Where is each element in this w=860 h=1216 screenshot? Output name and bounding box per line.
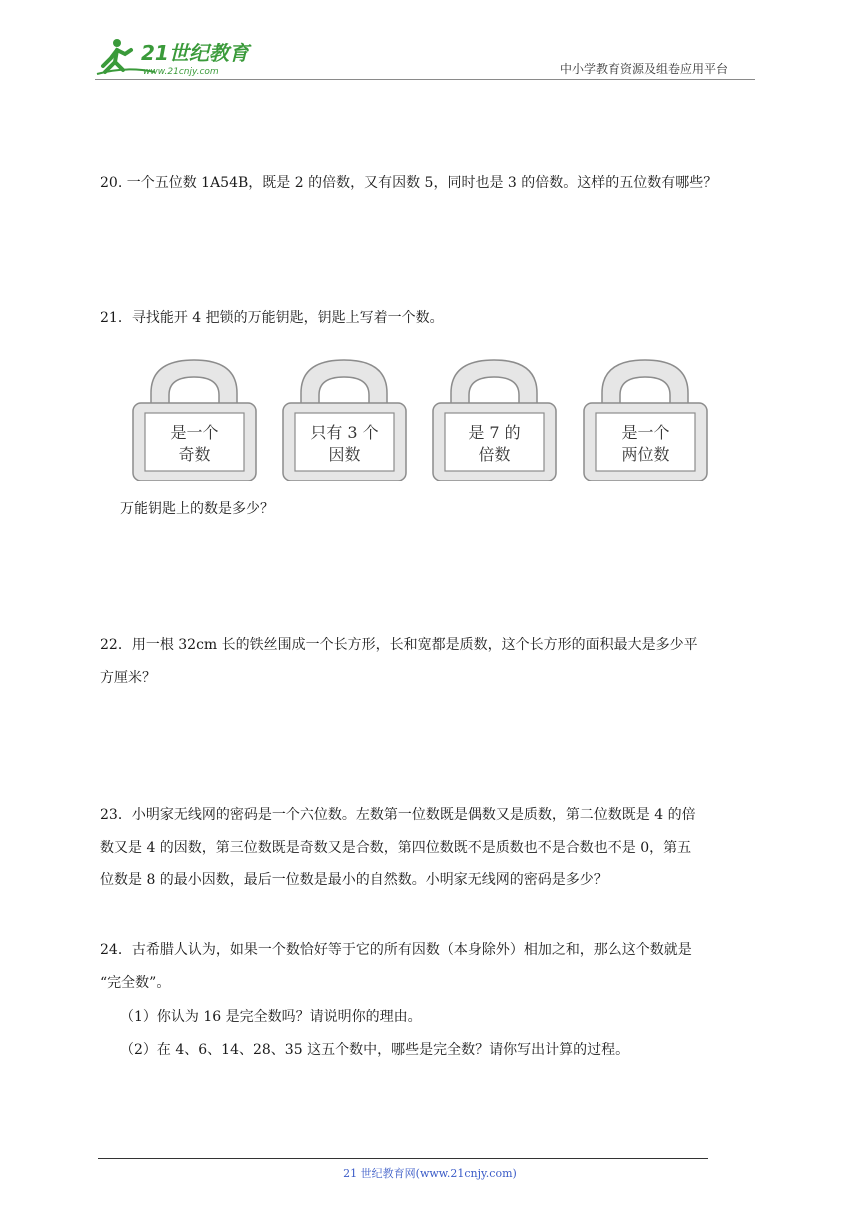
question-23-line3: 位数是 8 的最小因数，最后一位数是最小的自然数。小明家无线网的密码是多少？ <box>100 872 608 888</box>
platform-title: 中小学教育资源及组卷应用平台 <box>560 62 729 76</box>
lock-label-line1: 只有 3 个 <box>310 423 379 442</box>
question-24-part2: （2）在 4、6、14、28、35 这五个数中，哪些是完全数？请你写出计算的过程。 <box>120 1042 630 1058</box>
logo-title: 21世纪教育 <box>141 41 249 65</box>
footer-link[interactable]: 21 世纪教育网(www.21cnjy.com) <box>343 1167 517 1180</box>
header-divider <box>95 79 755 80</box>
lock-2 <box>281 355 408 481</box>
site-logo <box>95 36 265 80</box>
question-24-line2: “完全数”。 <box>100 975 171 991</box>
question-23-line2: 数又是 4 的因数，第三位数既是奇数又是合数，第四位数既不是质数也不是合数也不是 0，第五 <box>100 840 692 856</box>
question-24-part1: （1）你认为 16 是完全数吗？请说明你的理由。 <box>120 1009 422 1025</box>
lock-label-line1: 是一个 <box>170 423 219 442</box>
runner-icon <box>95 36 265 80</box>
question-21-ask: 万能钥匙上的数是多少？ <box>120 501 274 517</box>
question-22-line2: 方厘米？ <box>100 670 156 686</box>
lock-label-line1: 是一个 <box>621 423 670 442</box>
lock-label-line2: 两位数 <box>621 445 670 464</box>
question-20: 20. 一个五位数 1A54B，既是 2 的倍数，又有因数 5，同时也是 3 的倍数。这样的五位数有哪些？ <box>100 175 718 191</box>
lock-label-line1: 是 7 的 <box>468 423 521 442</box>
question-23-line1: 23．小明家无线网的密码是一个六位数。左数第一位数既是偶数又是质数，第二位数既是 4 的倍 <box>100 807 696 823</box>
question-21: 21．寻找能开 4 把锁的万能钥匙，钥匙上写着一个数。 <box>100 310 444 326</box>
footer-divider <box>98 1158 708 1159</box>
lock-1 <box>131 355 258 481</box>
question-24-line1: 24．古希腊人认为，如果一个数恰好等于它的所有因数（本身除外）相加之和，那么这个数就是 <box>100 942 692 958</box>
lock-4 <box>582 355 709 481</box>
lock-3 <box>431 355 558 481</box>
question-22-line1: 22．用一根 32cm 长的铁丝围成一个长方形，长和宽都是质数，这个长方形的面积最大是多少平 <box>100 637 698 653</box>
lock-label-line2: 倍数 <box>478 445 511 464</box>
logo-url: www.21cnjy.com <box>143 67 219 77</box>
lock-label-line2: 奇数 <box>178 445 211 464</box>
lock-label-line2: 因数 <box>328 445 361 464</box>
